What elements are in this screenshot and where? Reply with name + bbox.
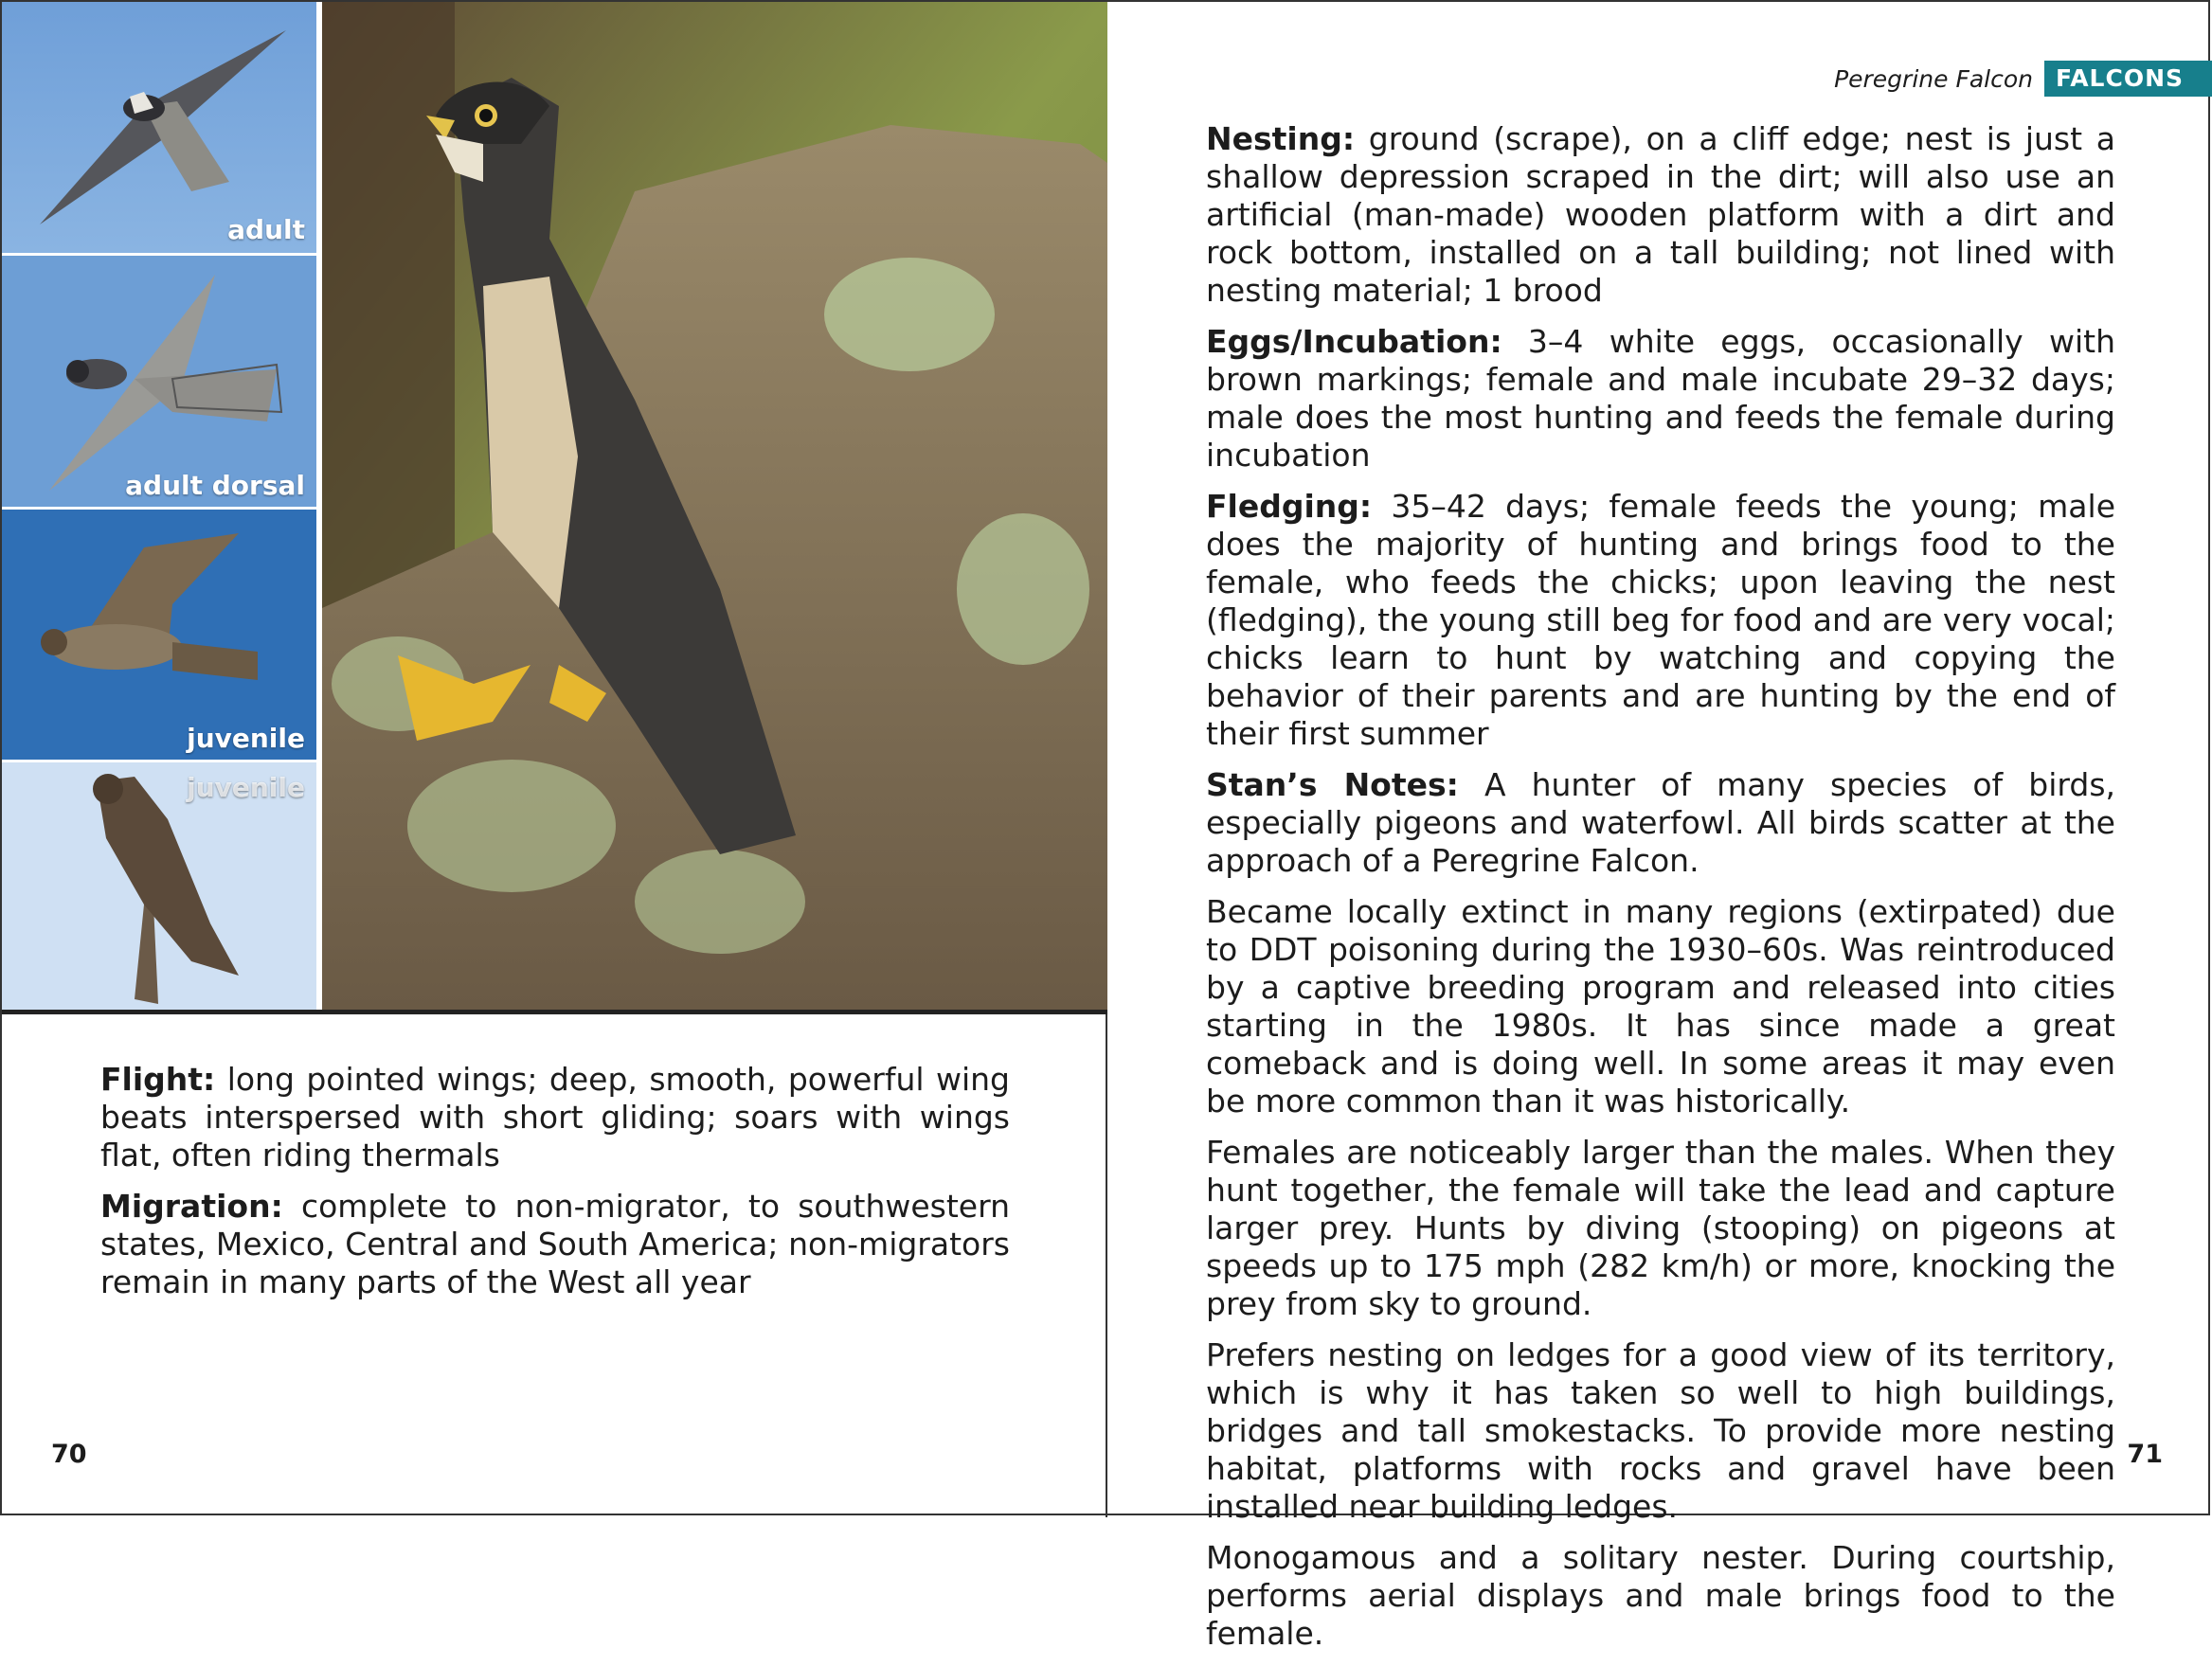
body-paragraph bbox=[1206, 1134, 2115, 1323]
paragraph-text: Prefers nesting on ledges for a good view of its territory, which is why it has taken so well to high buildings, bridges and tall smokestacks. To provide more nesting habitat, platforms with rocks and gravel have been installed near building ledges. bbox=[1206, 1336, 2115, 1525]
paragraph-text: Females are noticeably larger than the males. When they hunt together, the female will take the lead and capture larger prey. Hunts by diving (stooping) on pigeons at speeds up to 175 mph (282 km/h) or more, knocking the prey from sky to ground. bbox=[1206, 1134, 2115, 1322]
left-page bbox=[2, 2, 1107, 1517]
paragraph-text: 35–42 days; female feeds the young; male does the majority of hunting and brings food to the female, who feeds the chicks; upon leaving the nest (fledging), the young still beg for food and are very vocal; chicks learn to hunt by watching and copying the behavior of their parents and are hunting by the end of their first summer bbox=[1206, 488, 2115, 752]
running-header bbox=[1834, 61, 2212, 97]
falcon-silhouette bbox=[322, 2, 1107, 1010]
migration-paragraph bbox=[100, 1188, 1010, 1301]
paragraph-text: Monogamous and a solitary nester. During courtship, performs aerial displays and male brings food to the female. bbox=[1206, 1539, 2115, 1652]
photo-strip bbox=[2, 2, 1107, 1014]
thumbnail-label: adult bbox=[227, 214, 305, 245]
main-photo-peregrine-falcon bbox=[322, 2, 1107, 1010]
body-paragraph bbox=[1206, 893, 2115, 1120]
body-paragraph bbox=[1206, 1539, 2115, 1653]
stans-notes-paragraph bbox=[1206, 766, 2115, 880]
paragraph-text: A hunter of many species of birds, especially pigeons and waterfowl. All birds scatter at the approach of a Peregrine Falcon. bbox=[1206, 766, 2115, 879]
thumbnail-label: juvenile bbox=[187, 772, 305, 803]
thumbnail-juvenile-perched bbox=[2, 762, 316, 1010]
paragraph-heading: Stan’s Notes: bbox=[1206, 766, 1459, 803]
paragraph-heading: Nesting: bbox=[1206, 120, 1356, 157]
paragraph-heading: Fledging: bbox=[1206, 488, 1373, 525]
thumbnail-juvenile bbox=[2, 510, 316, 760]
body-paragraph bbox=[1206, 1336, 2115, 1526]
thumbnail-label: adult dorsal bbox=[125, 470, 305, 501]
flight-paragraph bbox=[100, 1061, 1010, 1174]
paragraph-text: long pointed wings; deep, smooth, powerful wing beats interspersed with short gliding; soars with wings flat, often riding thermals bbox=[100, 1061, 1010, 1173]
paragraph-heading: Migration: bbox=[100, 1188, 283, 1225]
eggs-paragraph bbox=[1206, 323, 2115, 475]
paragraph-text: complete to non-migrator, to southwestern states, Mexico, Central and South America; non-migrators remain in many parts of the West all year bbox=[100, 1188, 1010, 1300]
paragraph-heading: Flight: bbox=[100, 1061, 216, 1098]
page-number-left: 70 bbox=[51, 1440, 87, 1469]
thumbnail-label: juvenile bbox=[187, 723, 305, 754]
left-page-text bbox=[100, 1061, 1010, 1315]
paragraph-text: Became locally extinct in many regions (extirpated) due to DDT poisoning during the 1930–60s. Was reintroduced by a captive breeding program and released into cities starting in the 1980s. It has since made a great comeback and is doing well. In some areas it may even be more common than it was historically. bbox=[1206, 893, 2115, 1120]
thumbnail-adult-dorsal bbox=[2, 256, 316, 507]
right-page-text bbox=[1206, 120, 2115, 1666]
paragraph-text: 3–4 white eggs, occasionally with brown markings; female and male incubate 29–32 days; male does the most hunting and feeds the female during incubation bbox=[1206, 323, 2115, 474]
right-page bbox=[1107, 2, 2212, 1652]
paragraph-text: ground (scrape), on a cliff edge; nest is just a shallow depression scraped in the dirt; will also use an artificial (man-made) wooden platform with a dirt and rock bottom, installed on a tall building; not lined with nesting material; 1 brood bbox=[1206, 120, 2115, 309]
fledging-paragraph bbox=[1206, 488, 2115, 753]
page-number-right: 71 bbox=[2127, 1440, 2163, 1469]
nesting-paragraph bbox=[1206, 120, 2115, 310]
header-species-name: Peregrine Falcon bbox=[1834, 64, 2033, 93]
thumbnail-column bbox=[2, 2, 318, 1010]
paragraph-heading: Eggs/Incubation: bbox=[1206, 323, 1502, 360]
section-tag: FALCONS bbox=[2044, 61, 2212, 97]
thumbnail-adult bbox=[2, 2, 316, 253]
